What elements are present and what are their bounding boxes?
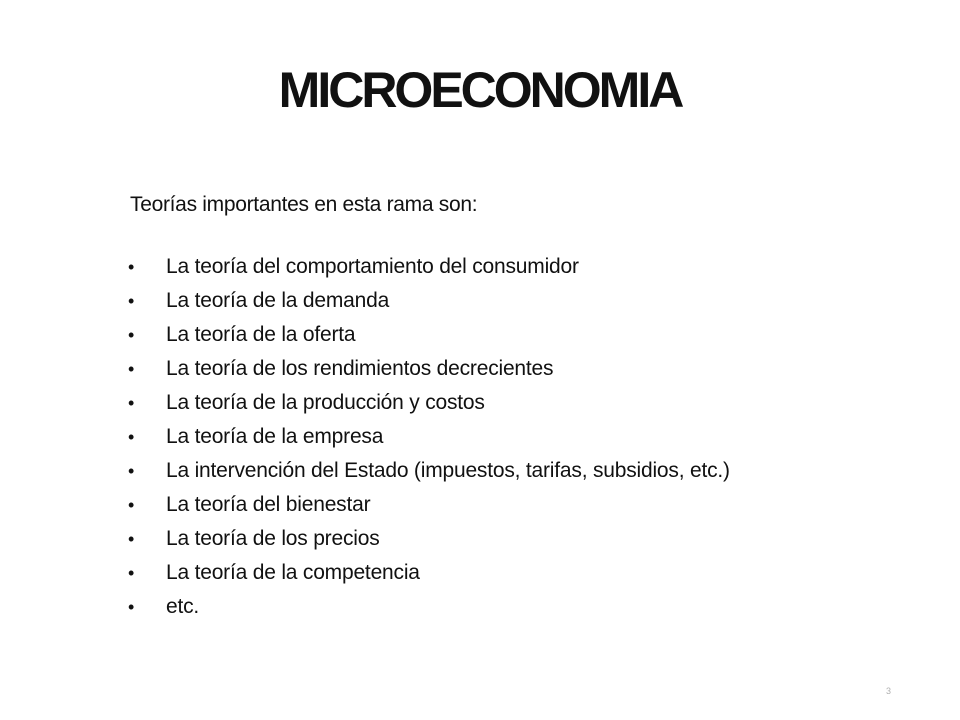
bullet-icon: •: [128, 461, 135, 481]
list-item-text: La teoría de la demanda: [166, 289, 390, 312]
bullet-icon: •: [128, 495, 135, 515]
list-item-text: La teoría de la empresa: [166, 425, 384, 448]
list-item-text: La teoría del comportamiento del consumidor: [166, 255, 579, 278]
bullet-icon: •: [128, 529, 135, 549]
list-item-text: La teoría de la competencia: [166, 561, 420, 584]
slide-title: MICROECONOMIA: [278, 62, 682, 118]
bullet-icon: •: [128, 359, 135, 379]
intro-text: Teorías importantes en esta rama son:: [130, 193, 478, 216]
list-item-text: La teoría del bienestar: [166, 493, 371, 516]
list-item-text: La teoría de la producción y costos: [166, 391, 485, 414]
bullet-icon: •: [128, 257, 135, 277]
bullet-icon: •: [128, 291, 135, 311]
list-item-text: La teoría de los rendimientos decrecientes: [166, 357, 554, 380]
bullet-icon: •: [128, 427, 135, 447]
bullet-icon: •: [128, 325, 135, 345]
list-item-text: La teoría de la oferta: [166, 323, 356, 346]
list-item-text: La intervención del Estado (impuestos, tarifas, subsidios, etc.): [166, 459, 730, 482]
bullet-icon: •: [128, 393, 135, 413]
list-item-text: La teoría de los precios: [166, 527, 380, 550]
list-item-text: etc.: [166, 595, 200, 618]
page-number: 3: [886, 686, 892, 696]
bullet-icon: •: [128, 563, 135, 583]
bullet-icon: •: [128, 597, 135, 617]
